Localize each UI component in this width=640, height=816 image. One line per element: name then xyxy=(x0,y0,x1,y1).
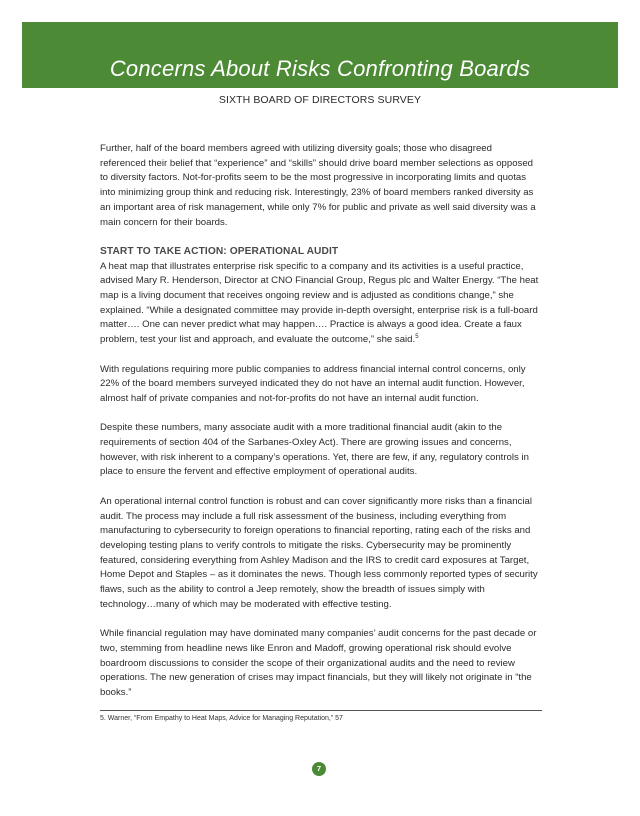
title-banner xyxy=(22,22,618,88)
footnote: 5. Warner, “From Empathy to Heat Maps, Advice for Managing Reputation,” 57 xyxy=(100,715,343,722)
footnote-marker: 5 xyxy=(415,333,419,340)
footnote-divider xyxy=(100,710,542,711)
paragraph-heat-map-text: A heat map that illustrates enterprise risk specific to a company and its activities is a useful practice, advised Mary R. Henderson, Director at CNO Financial Group, Regus plc and Walter Energy. “The heat map is a living document that receives ongoing review and is adjusted as conditions change,” she explained. “While a designated committee may provide in-depth oversight, enterprise risk is a full-board matter…. One can never predict what may happen…. Practice is always a good idea. Create a faux problem, test your list and approach, and evaluate the outcome,” she said. xyxy=(100,260,539,346)
section-heading: START TO TAKE ACTION: OPERATIONAL AUDIT xyxy=(100,245,339,257)
survey-subtitle: SIXTH BOARD OF DIRECTORS SURVEY xyxy=(218,94,422,106)
page-number-badge: 7 xyxy=(312,762,326,776)
paragraph-regulations: With regulations requiring more public companies to address financial internal control concerns, only 22% of the board members surveyed indicated they do not have an internal audit function. However, almost half of private companies and not-for-profits do not have an internal audit function. xyxy=(100,363,526,404)
paragraph-heat-map xyxy=(100,260,540,348)
paragraph-financial-regulation: While financial regulation may have dominated many companies’ audit concerns for the past decade or two, stemming from headline news like Enron and Madoff, growing operational risk should evolve boardroom discussions to consider the scope of their organizational audits and the need to review operations. The new generation of crises may impact financials, but they will likely not originate in “the books.” xyxy=(100,628,537,698)
article-body xyxy=(100,142,540,715)
paragraph-diversity: Further, half of the board members agreed with utilizing diversity goals; those who disagreed referenced their belief that “experience” and “skills” should drive board member selections as opposed to diversity factors. Not-for-profits seem to be the most progressive in incorporating limits and quotas into minimizing group think and reducing risk. Interestingly, 23% of board members ranked diversity as an important area of risk management, while only 7% for public and private as well said diversity was a main concern for their boards. xyxy=(100,143,536,228)
page-title: Concerns About Risks Confronting Boards xyxy=(109,56,531,81)
paragraph-traditional-audit: Despite these numbers, many associate audit with a more traditional financial audit (akin to the requirements of section 404 of the Sarbanes-Oxley Act). There are growing issues and concerns, however, with risk inherent to a company’s operations. Yet, there are few, if any, regulatory controls in place to ensure the fervent and effective employment of operational audits. xyxy=(100,422,529,478)
paragraph-operational-control: An operational internal control function is robust and can cover significantly more risks than a financial audit. The process may include a full risk assessment of the business, including everything from manufacturing to cybersecurity to foreign operations to financial reporting, rating each of the risks and developing testing plans to verify controls to mitigate the risks. Cybersecurity may be prominently featured, considering everything from Ashley Madison and the IRS to credit card exposures at Target, Home Depot and Staples – as it dominates the news. Though less commonly reported types of security flaws, such as the ability to control a Jeep remotely, show the breadth of issues simply with technology…many of which may be moderated with effective testing. xyxy=(100,495,538,610)
